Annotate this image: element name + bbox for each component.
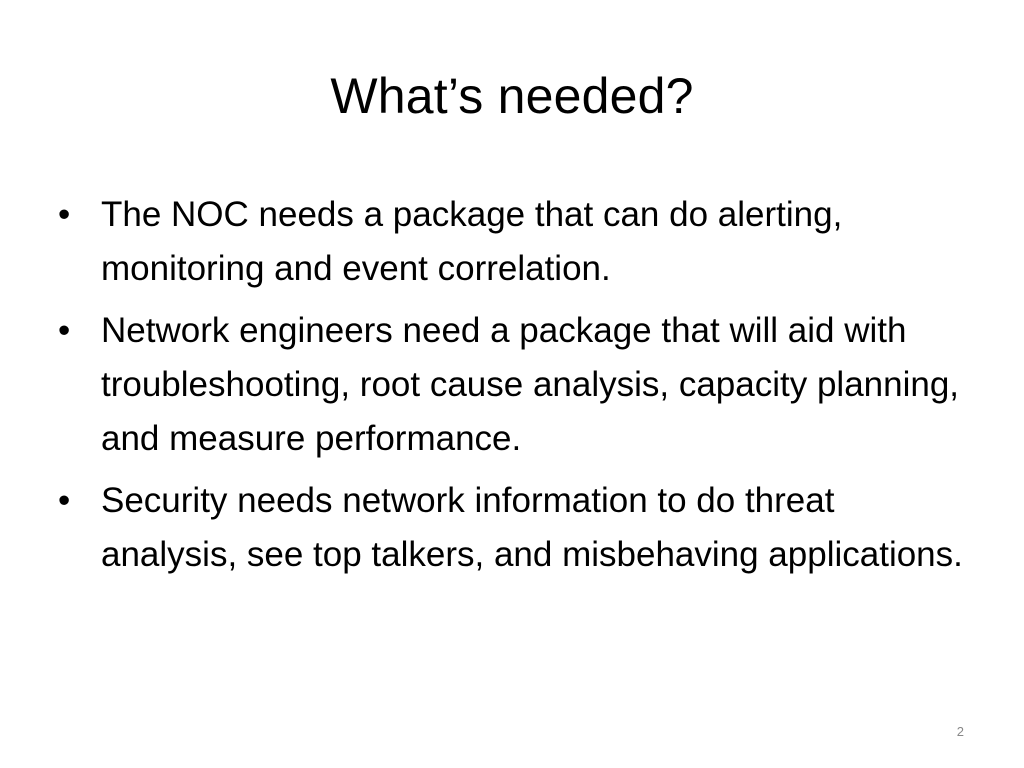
page-number: 2 — [956, 724, 964, 739]
bullet-item-network-engineers — [56, 304, 976, 466]
bullet-item-security — [56, 474, 976, 582]
bullet-text: Network engineers need a package that will aid with troubleshooting, root cause analysis, capacity planning, and measure performance. — [101, 311, 960, 458]
bullet-icon: • — [58, 195, 71, 234]
bullet-icon: • — [58, 311, 71, 350]
bullet-item-noc — [56, 188, 976, 296]
bullet-icon: • — [58, 481, 71, 520]
bullet-text: The NOC needs a package that can do alerting, monitoring and event correlation. — [101, 195, 843, 288]
slide-title: What’s needed? — [330, 68, 694, 124]
bullet-list — [56, 188, 976, 590]
bullet-text: Security needs network information to do threat analysis, see top talkers, and misbehaving applications. — [101, 481, 963, 574]
